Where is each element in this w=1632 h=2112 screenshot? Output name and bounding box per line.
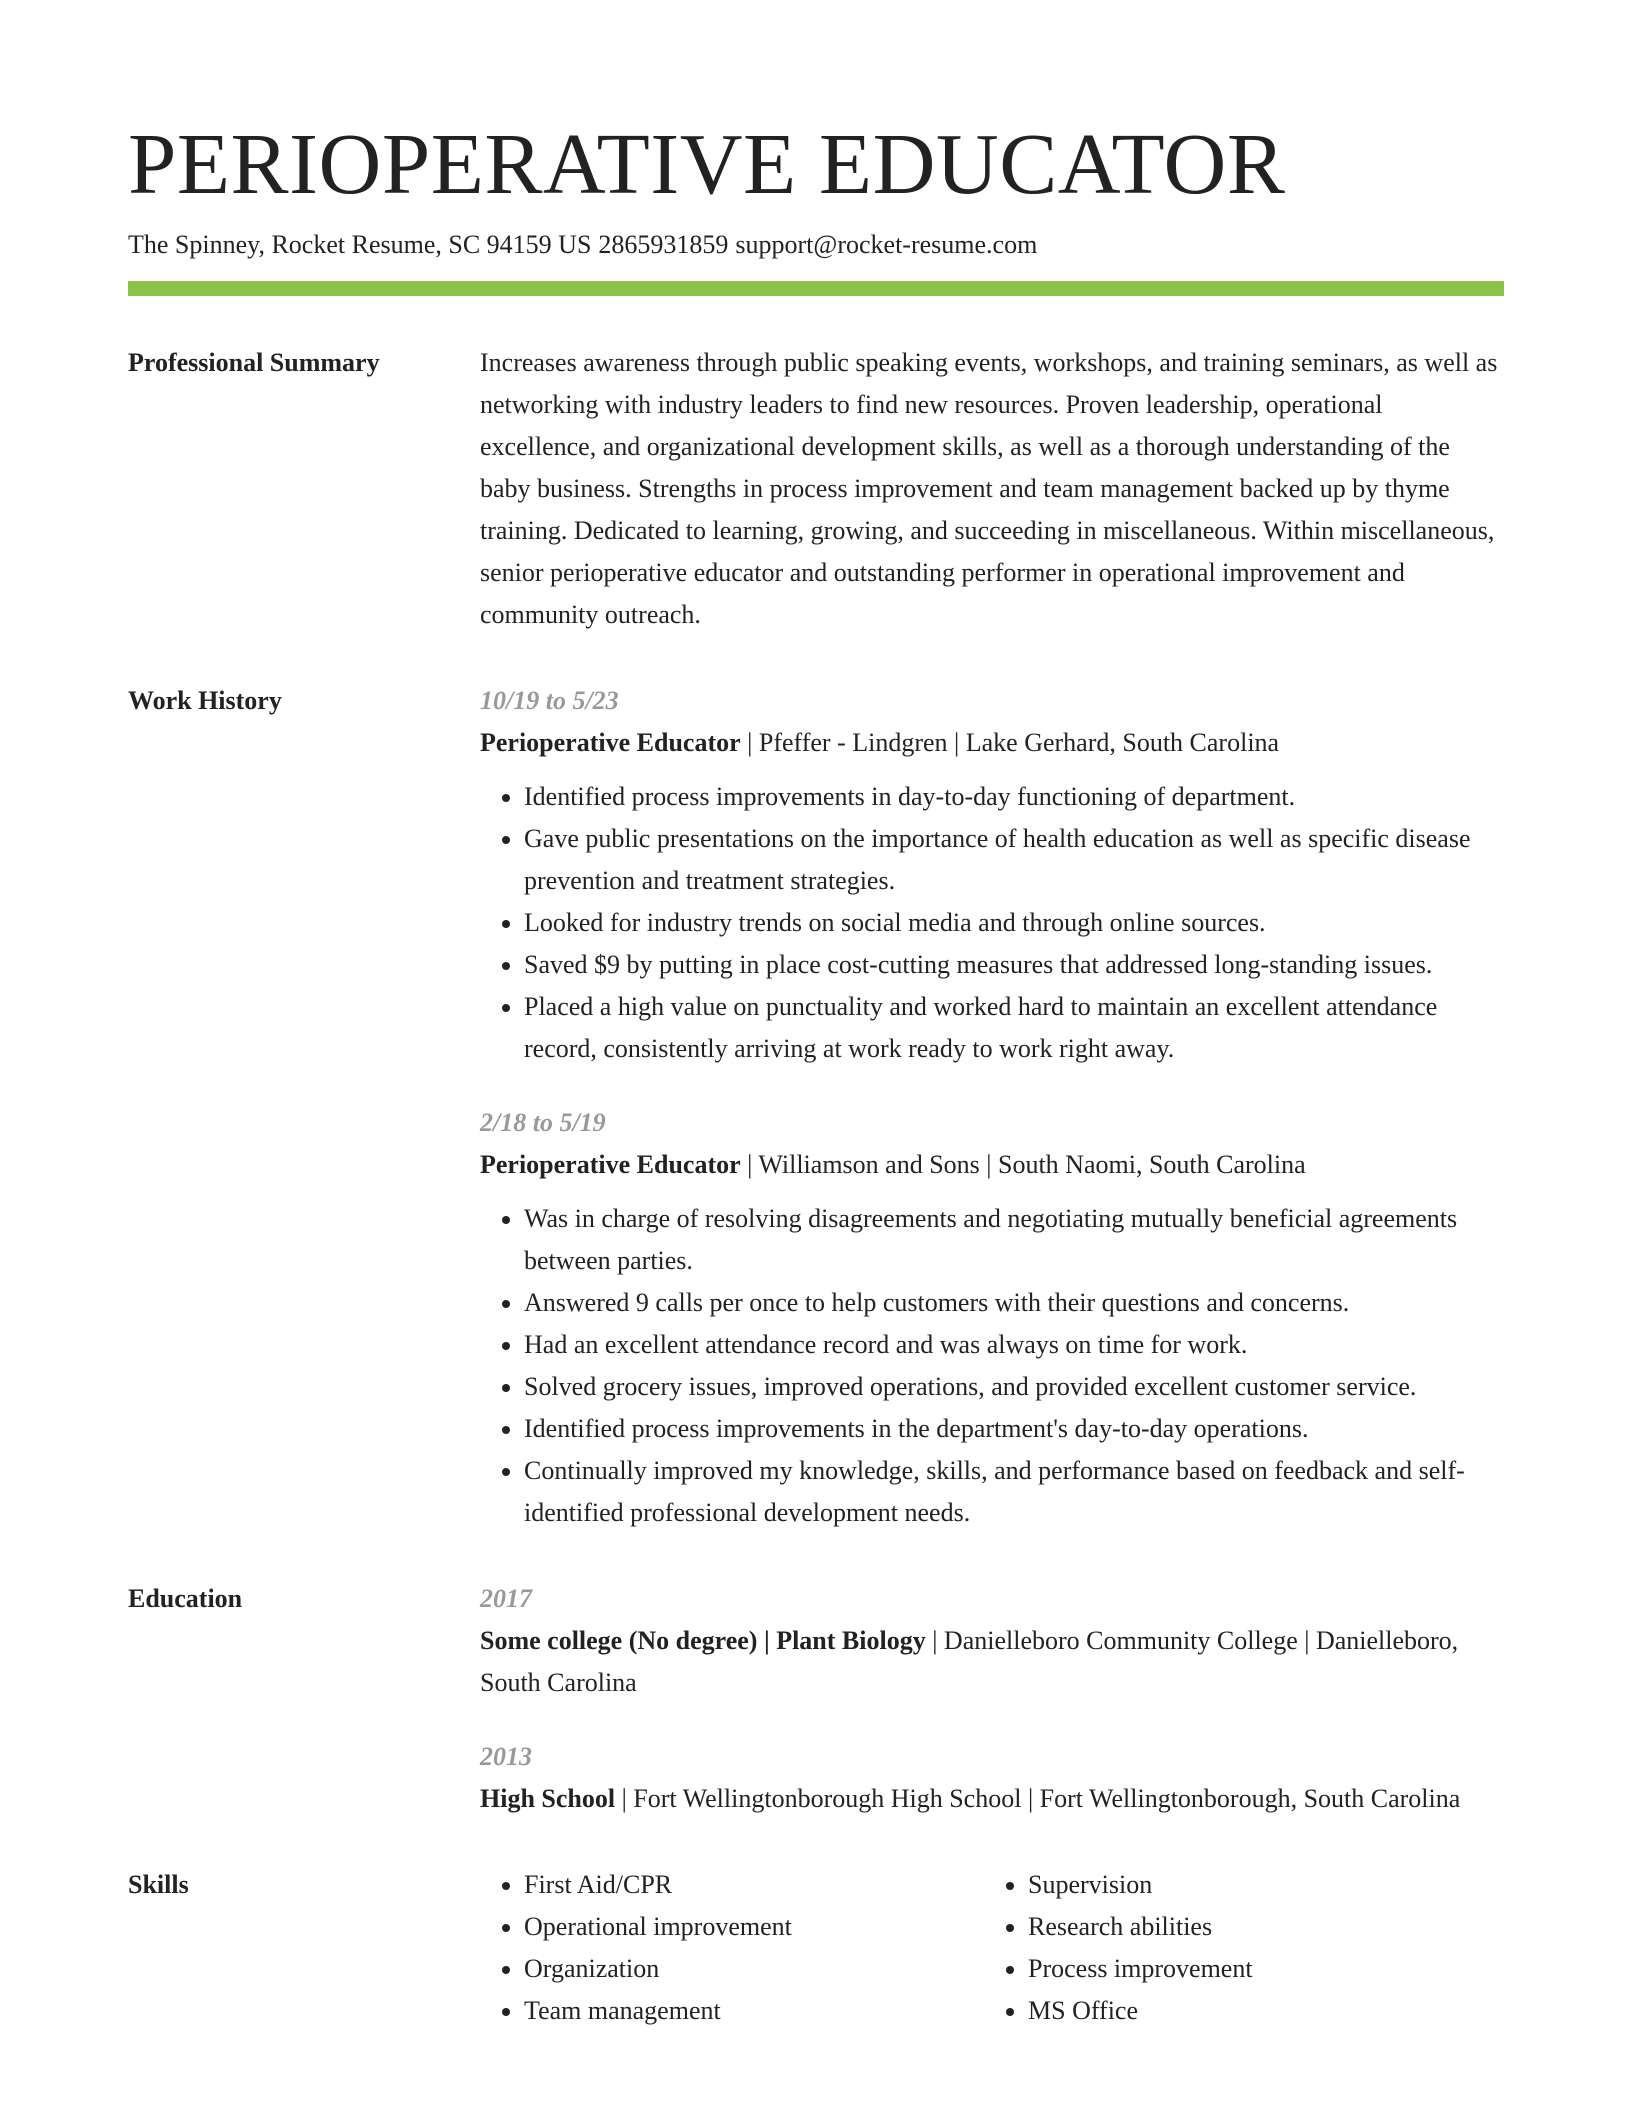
skills-list-right <box>984 1864 1253 2032</box>
job-title: Perioperative Educator <box>480 728 741 757</box>
skills-list-left <box>480 1864 984 2032</box>
job-bullets <box>480 776 1504 1070</box>
education-title: High School <box>480 1784 616 1813</box>
section-label-work-history: Work History <box>128 686 282 715</box>
work-history-body <box>480 680 1504 1534</box>
job-entry <box>480 680 1504 1070</box>
job-title-line <box>480 722 1504 764</box>
resume-name: PERIOPERATIVE EDUCATOR <box>128 115 1286 212</box>
summary-text: Increases awareness through public speaking events, workshops, and training seminars, as well as networking with industry leaders to find new resources. Proven leadership, operational excellence, and organizational development skills, as well as a thorough understanding of the baby business. Strengths in process improvement and team management backed up by thyme training. Dedicated to learning, growing, and succeeding in miscellaneous. Within miscellaneous, senior perioperative educator and outstanding performer in operational improvement and community outreach. <box>480 348 1498 629</box>
education-details: | Fort Wellingtonborough High School | Fort Wellingtonborough, South Carolina <box>615 1784 1461 1813</box>
education-section <box>128 1584 1504 1820</box>
education-title: Some college (No degree) | Plant Biology <box>480 1626 926 1655</box>
job-title: Perioperative Educator <box>480 1150 741 1179</box>
summary-body <box>480 342 1504 636</box>
contact-line <box>128 229 1504 261</box>
education-title-line <box>480 1778 1504 1820</box>
skill-item: • MS Office <box>1028 1990 1253 2032</box>
skill-item: • Team management <box>524 1990 984 2032</box>
header-divider <box>128 281 1504 296</box>
job-title-line <box>480 1144 1504 1186</box>
job-bullet: • Looked for industry trends on social media and through online sources. <box>524 902 1504 944</box>
job-bullet: • Had an excellent attendance record and was always on time for work. <box>524 1324 1504 1366</box>
job-bullet: • Identified process improvements in day-to-day functioning of department. <box>524 776 1504 818</box>
job-bullet: • Placed a high value on punctuality and worked hard to maintain an excellent attendance record, consistently arriving at work ready to work right away. <box>524 986 1504 1070</box>
job-details: | Williamson and Sons | South Naomi, South Carolina <box>740 1150 1306 1179</box>
contact-phone: 2865931859 <box>598 230 729 259</box>
contact-address: The Spinney, Rocket Resume, SC 94159 US <box>128 230 592 259</box>
education-date: 2013 <box>480 1742 532 1771</box>
contact-email: support@rocket-resume.com <box>735 230 1038 259</box>
skill-item: • Research abilities <box>1028 1906 1253 1948</box>
skill-item: • Process improvement <box>1028 1948 1253 1990</box>
skill-item: • First Aid/CPR <box>524 1864 984 1906</box>
job-bullet: • Answered 9 calls per once to help customers with their questions and concerns. <box>524 1282 1504 1324</box>
section-label-skills: Skills <box>128 1870 189 1899</box>
job-bullet: • Solved grocery issues, improved operations, and provided excellent customer service. <box>524 1366 1504 1408</box>
job-bullet: • Continually improved my knowledge, skills, and performance based on feedback and self-identified professional development needs. <box>524 1450 1504 1534</box>
job-bullet: • Identified process improvements in the department's day-to-day operations. <box>524 1408 1504 1450</box>
skills-body <box>480 1864 1504 2032</box>
skill-item: • Supervision <box>1028 1864 1253 1906</box>
summary-section <box>128 348 1504 636</box>
skills-section <box>128 1870 1504 2032</box>
education-entry <box>480 1736 1504 1820</box>
job-bullets <box>480 1198 1504 1534</box>
job-date: 2/18 to 5/19 <box>480 1108 606 1137</box>
section-label-education: Education <box>128 1584 243 1613</box>
education-entry <box>480 1578 1504 1704</box>
education-details: | Danielleboro Community College | Danielleboro, South Carolina <box>480 1626 1459 1697</box>
work-history-section <box>128 686 1504 1534</box>
skill-item: • Organization <box>524 1948 984 1990</box>
education-body <box>480 1578 1504 1820</box>
job-date: 10/19 to 5/23 <box>480 686 619 715</box>
section-label-summary: Professional Summary <box>128 348 380 377</box>
job-bullet: • Saved $9 by putting in place cost-cutting measures that addressed long-standing issues. <box>524 944 1504 986</box>
resume-page <box>128 115 1504 2032</box>
education-title-line <box>480 1620 1504 1704</box>
job-entry <box>480 1102 1504 1534</box>
skill-item: • Operational improvement <box>524 1906 984 1948</box>
job-details: | Pfeffer - Lindgren | Lake Gerhard, South Carolina <box>740 728 1280 757</box>
education-date: 2017 <box>480 1584 532 1613</box>
job-bullet: • Gave public presentations on the importance of health education as well as specific disease prevention and treatment strategies. <box>524 818 1504 902</box>
job-bullet: • Was in charge of resolving disagreements and negotiating mutually beneficial agreements between parties. <box>524 1198 1504 1282</box>
